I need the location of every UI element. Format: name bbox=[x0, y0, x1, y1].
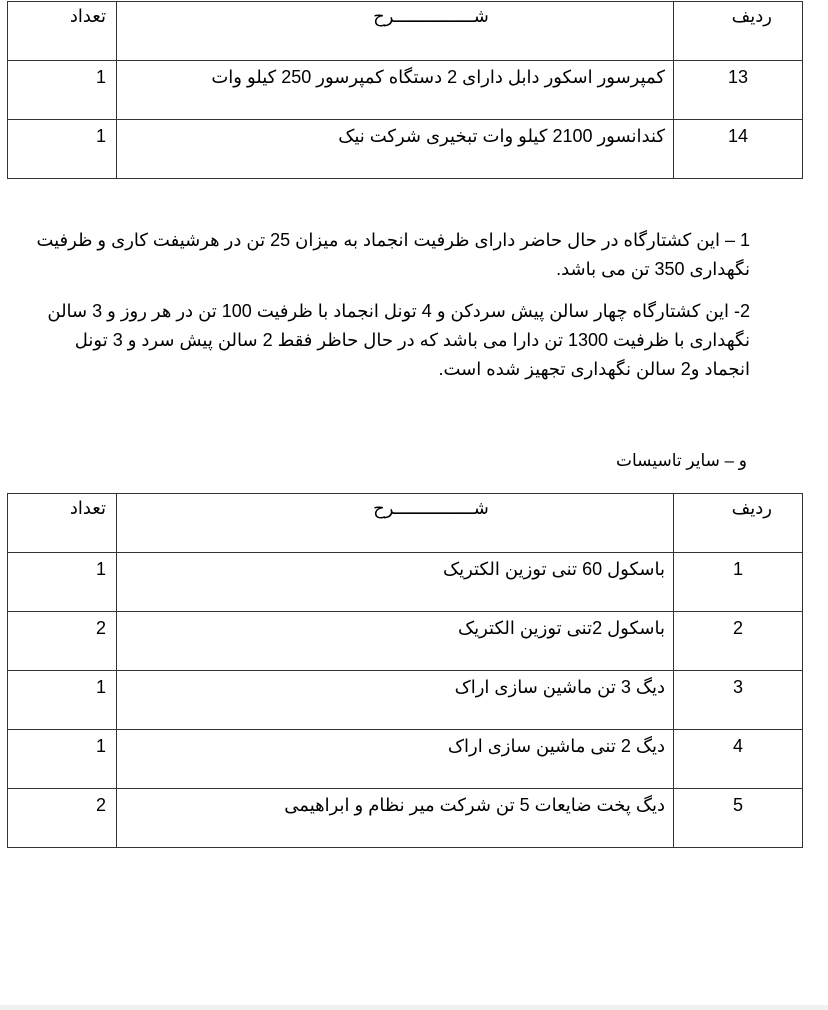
row-number: 5 bbox=[674, 789, 803, 848]
equipment-table-1 bbox=[7, 1, 803, 179]
row-number: 3 bbox=[674, 671, 803, 730]
row-count: 2 bbox=[8, 612, 117, 671]
row-description: کندانسور 2100 کیلو وات تبخیری شرکت نیک bbox=[117, 120, 674, 179]
notes-section-2 bbox=[26, 297, 750, 384]
row-description: باسکول 2تنی توزین الکتریک bbox=[117, 612, 674, 671]
table-row bbox=[8, 789, 803, 848]
row-description: دیگ 2 تنی ماشین سازی اراک bbox=[117, 730, 674, 789]
table-row bbox=[8, 730, 803, 789]
row-number: 14 bbox=[674, 120, 803, 179]
row-count: 1 bbox=[8, 730, 117, 789]
table-row bbox=[8, 61, 803, 120]
row-description: کمپرسور اسکور دابل دارای 2 دستگاه کمپرسور 250 کیلو وات bbox=[117, 61, 674, 120]
table-row bbox=[8, 553, 803, 612]
table-row bbox=[8, 120, 803, 179]
row-count: 1 bbox=[8, 671, 117, 730]
row-count: 2 bbox=[8, 789, 117, 848]
row-count: 1 bbox=[8, 553, 117, 612]
header-description: شـــــــــــــــرح bbox=[117, 2, 674, 61]
note-paragraph-1: 1 – این کشتارگاه در حال حاضر دارای ظرفیت انجماد به میزان 25 تن در هرشیفت کاری و ظرفیت نگهداری 350 تن می باشد. bbox=[36, 230, 750, 279]
row-number: 13 bbox=[674, 61, 803, 120]
row-description: دیگ پخت ضایعات 5 تن شرکت میر نظام و ابراهیمی bbox=[117, 789, 674, 848]
equipment-table-2 bbox=[7, 493, 803, 848]
header-row-number: ردیف bbox=[674, 2, 803, 61]
row-number: 4 bbox=[674, 730, 803, 789]
page-bottom-edge bbox=[0, 1005, 828, 1010]
header-count: تعداد bbox=[8, 494, 117, 553]
table-header-row bbox=[8, 494, 803, 553]
row-description: دیگ 3 تن ماشین سازی اراک bbox=[117, 671, 674, 730]
header-count: تعداد bbox=[8, 2, 117, 61]
row-description: باسکول 60 تنی توزین الکتریک bbox=[117, 553, 674, 612]
row-count: 1 bbox=[8, 61, 117, 120]
row-count: 1 bbox=[8, 120, 117, 179]
note-paragraph-2: 2- این کشتارگاه چهار سالن پیش سردکن و 4 تونل انجماد با ظرفیت 100 تن در هر روز و 3 سالن نگهداری با ظرفیت 1300 تن دارا می باشد که در حال حاظر فقط 2 سالن پیش سرد و 3 تونل انجماد و2 سالن نگهداری تجهیز شده است. bbox=[47, 301, 750, 379]
header-description: شـــــــــــــــرح bbox=[117, 494, 674, 553]
row-number: 1 bbox=[674, 553, 803, 612]
table-header-row bbox=[8, 2, 803, 61]
table-row bbox=[8, 612, 803, 671]
row-number: 2 bbox=[674, 612, 803, 671]
notes-section bbox=[26, 226, 750, 284]
table-row bbox=[8, 671, 803, 730]
header-row-number: ردیف bbox=[674, 494, 803, 553]
section-title: و – سایر تاسیسات bbox=[615, 451, 747, 470]
